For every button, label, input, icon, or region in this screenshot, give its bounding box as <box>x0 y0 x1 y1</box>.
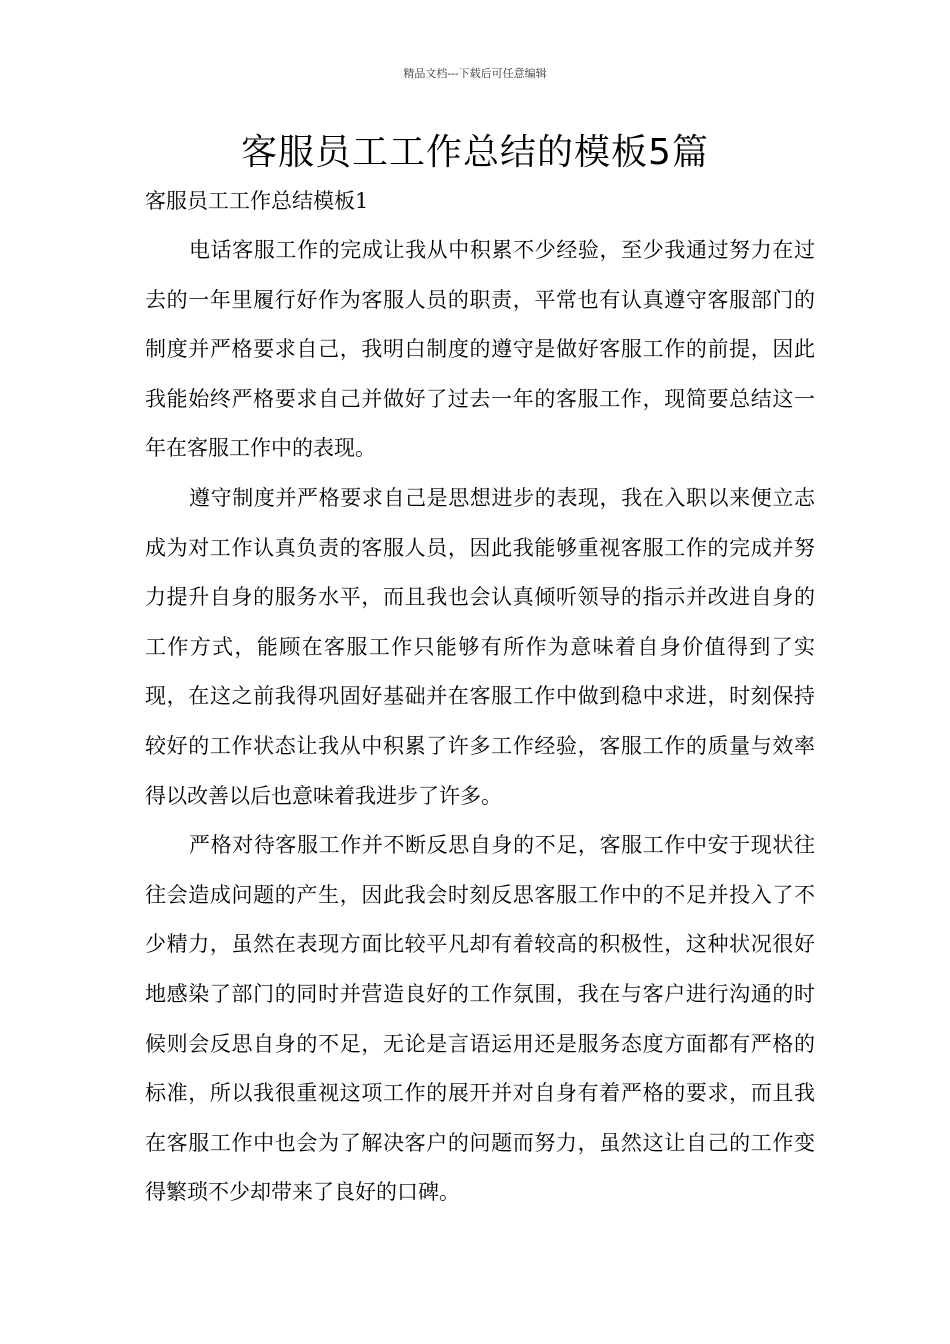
section-heading: 客服员工工作总结模板1 <box>145 189 369 213</box>
header-note: 精品文档---下载后可任意编辑 <box>403 67 547 80</box>
paragraph-2: 遵守制度并严格要求自己是思想进步的表现，我在入职以来便立志成为对工作认真负责的客服人员，因此我能够重视客服工作的完成并努力提升自身的服务水平，而且我也会认真倾听领导的指示并改进自身的工作方式，能顾在客服工作只能够有所作为意味着自身价值得到了实现，在这之前我得巩固好基础并在客服工作中做到稳中求进，时刻保持较好的工作状态让我从中积累了许多工作经验，客服工作的质量与效率得以改善以后也意味着我进步了许多。 <box>145 485 815 808</box>
paragraph-1: 电话客服工作的完成让我从中积累不少经验，至少我通过努力在过去的一年里履行好作为客服人员的职责，平常也有认真遵守客服部门的制度并严格要求自己，我明白制度的遵守是做好客服工作的前提，因此我能始终严格要求自己并做好了过去一年的客服工作，现简要总结这一年在客服工作中的表现。 <box>145 238 815 461</box>
document-title: 客服员工工作总结的模板5篇 <box>241 132 709 173</box>
document-body <box>145 226 815 1218</box>
paragraph-3: 严格对待客服工作并不断反思自身的不足，客服工作中安于现状往往会造成问题的产生，因此我会时刻反思客服工作中的不足并投入了不少精力，虽然在表现方面比较平凡却有着较高的积极性，这种状况很好地感染了部门的同时并营造良好的工作氛围，我在与客户进行沟通的时候则会反思自身的不足，无论是言语运用还是服务态度方面都有严格的标准，所以我很重视这项工作的展开并对自身有着严格的要求，而且我在客服工作中也会为了解决客户的问题而努力，虽然这让自己的工作变得繁琐不少却带来了良好的口碑。 <box>145 833 815 1205</box>
